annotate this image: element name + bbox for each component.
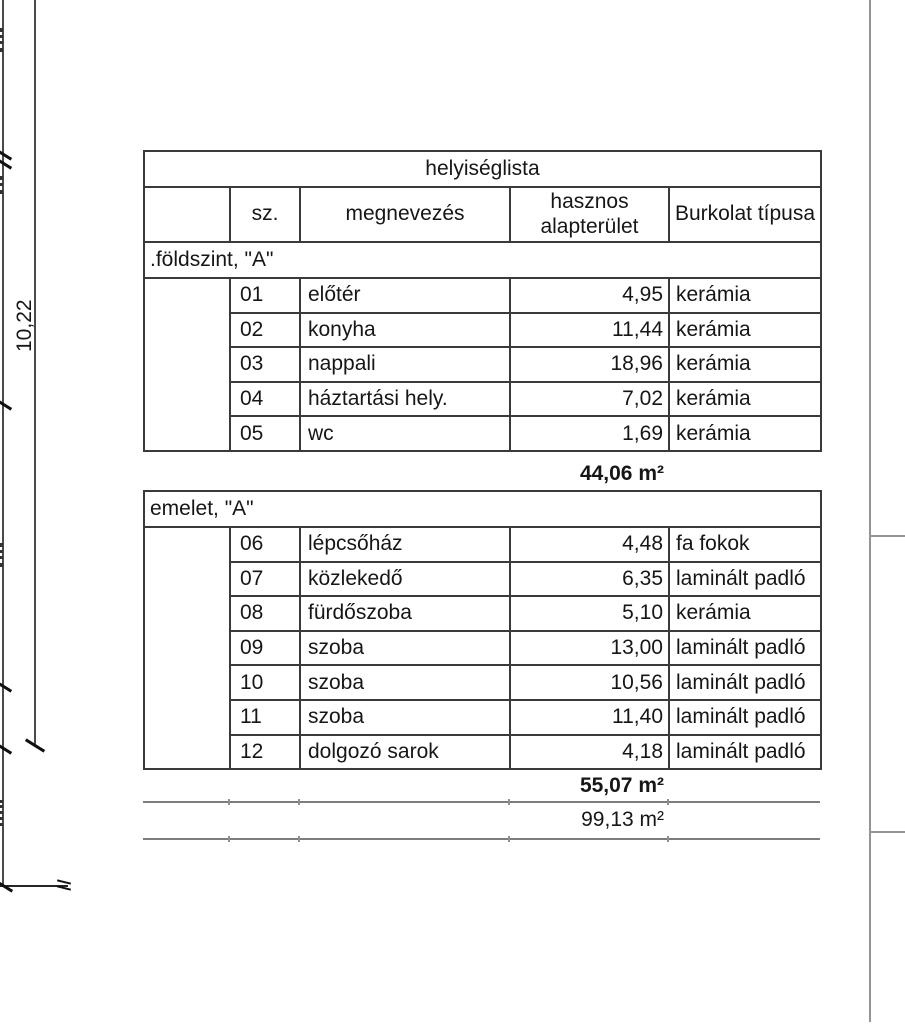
table-title-row — [144, 151, 821, 187]
room-floor-type: kerámia — [669, 347, 821, 382]
room-number: 06 — [230, 527, 300, 562]
dimension-text-fragment — [0, 28, 3, 52]
divider-nub — [508, 836, 510, 842]
room-number: 03 — [230, 347, 300, 382]
subtotal-upper-floor: 55,07 m² — [579, 774, 664, 797]
wall-line-vertical — [869, 0, 871, 1022]
dimension-line-vertical — [34, 0, 36, 746]
table-row — [144, 382, 821, 417]
room-name: dolgozó sarok — [300, 735, 510, 770]
room-name: közlekedő — [300, 562, 510, 597]
room-floor-type: laminált padló — [669, 562, 821, 597]
room-name: szoba — [300, 631, 510, 666]
room-name: lépcsőház — [300, 527, 510, 562]
dimension-tick — [57, 879, 71, 884]
room-list-table-ground-floor — [143, 150, 822, 452]
room-list-table-upper-floor — [143, 490, 822, 770]
table-header-row — [144, 187, 821, 242]
wall-line-horizontal — [871, 831, 905, 833]
room-number: 11 — [230, 700, 300, 735]
room-number: 12 — [230, 735, 300, 770]
table-title: helyiséglista — [144, 151, 821, 187]
header-name: megnevezés — [300, 187, 510, 242]
room-number: 10 — [230, 665, 300, 700]
room-number: 08 — [230, 596, 300, 631]
divider-nub — [298, 799, 300, 805]
room-name: nappali — [300, 347, 510, 382]
section-header-row — [144, 242, 821, 278]
room-number: 02 — [230, 313, 300, 348]
room-area: 4,48 — [510, 527, 669, 562]
header-floor-type: Burkolat típusa — [669, 187, 821, 242]
wall-line-horizontal — [871, 535, 905, 537]
sum-divider-line — [143, 801, 820, 803]
room-area: 6,35 — [510, 562, 669, 597]
room-area: 5,10 — [510, 596, 669, 631]
divider-nub — [228, 799, 230, 805]
room-area: 7,02 — [510, 382, 669, 417]
room-floor-type: laminált padló — [669, 631, 821, 666]
room-floor-type: fa fokok — [669, 527, 821, 562]
room-name: fürdőszoba — [300, 596, 510, 631]
room-area: 10,56 — [510, 665, 669, 700]
room-area: 18,96 — [510, 347, 669, 382]
header-number: sz. — [230, 187, 300, 242]
table-row — [144, 631, 821, 666]
room-floor-type: kerámia — [669, 416, 821, 451]
grand-total: 99,13 m² — [581, 808, 664, 831]
divider-nub — [298, 836, 300, 842]
table-row — [144, 700, 821, 735]
table-row — [144, 596, 821, 631]
room-floor-type: laminált padló — [669, 665, 821, 700]
room-number: 01 — [230, 278, 300, 313]
row-spacer-cell — [144, 527, 230, 769]
section-rows-ground-floor — [144, 278, 821, 451]
dimension-text-fragment — [0, 543, 3, 567]
section-label: .földszint, "A" — [144, 242, 821, 278]
room-name: háztartási hely. — [300, 382, 510, 417]
section-rows-upper-floor — [144, 527, 821, 769]
room-area: 11,44 — [510, 313, 669, 348]
divider-nub — [667, 799, 669, 805]
header-area: hasznos alapterület — [510, 187, 669, 242]
sum-divider-line — [143, 838, 820, 840]
room-area: 1,69 — [510, 416, 669, 451]
room-floor-type: laminált padló — [669, 735, 821, 770]
room-name: wc — [300, 416, 510, 451]
room-number: 09 — [230, 631, 300, 666]
room-name: konyha — [300, 313, 510, 348]
divider-nub — [228, 836, 230, 842]
section-header-row — [144, 491, 821, 527]
header-empty — [144, 187, 230, 242]
dimension-label: 10,22 — [13, 299, 36, 352]
table-row — [144, 313, 821, 348]
table-row — [144, 665, 821, 700]
table-row — [144, 347, 821, 382]
room-name: szoba — [300, 665, 510, 700]
room-number: 05 — [230, 416, 300, 451]
room-number: 07 — [230, 562, 300, 597]
table-row — [144, 278, 821, 313]
room-area: 4,18 — [510, 735, 669, 770]
table-row — [144, 562, 821, 597]
room-floor-type: kerámia — [669, 382, 821, 417]
table-row — [144, 527, 821, 562]
room-floor-type: kerámia — [669, 596, 821, 631]
subtotal-ground-floor: 44,06 m² — [579, 462, 664, 485]
room-area: 13,00 — [510, 631, 669, 666]
dimension-line-vertical — [2, 0, 4, 886]
room-name: szoba — [300, 700, 510, 735]
dimension-text-fragment — [0, 800, 3, 826]
table-row — [144, 735, 821, 770]
table-row — [144, 416, 821, 451]
room-name: előtér — [300, 278, 510, 313]
divider-nub — [667, 836, 669, 842]
section-label: emelet, "A" — [144, 491, 821, 527]
room-floor-type: kerámia — [669, 313, 821, 348]
room-area: 4,95 — [510, 278, 669, 313]
dimension-text-fragment — [0, 176, 3, 194]
room-number: 04 — [230, 382, 300, 417]
room-floor-type: kerámia — [669, 278, 821, 313]
row-spacer-cell — [144, 278, 230, 451]
room-area: 11,40 — [510, 700, 669, 735]
dimension-tick — [57, 885, 71, 890]
divider-nub — [508, 799, 510, 805]
room-floor-type: laminált padló — [669, 700, 821, 735]
